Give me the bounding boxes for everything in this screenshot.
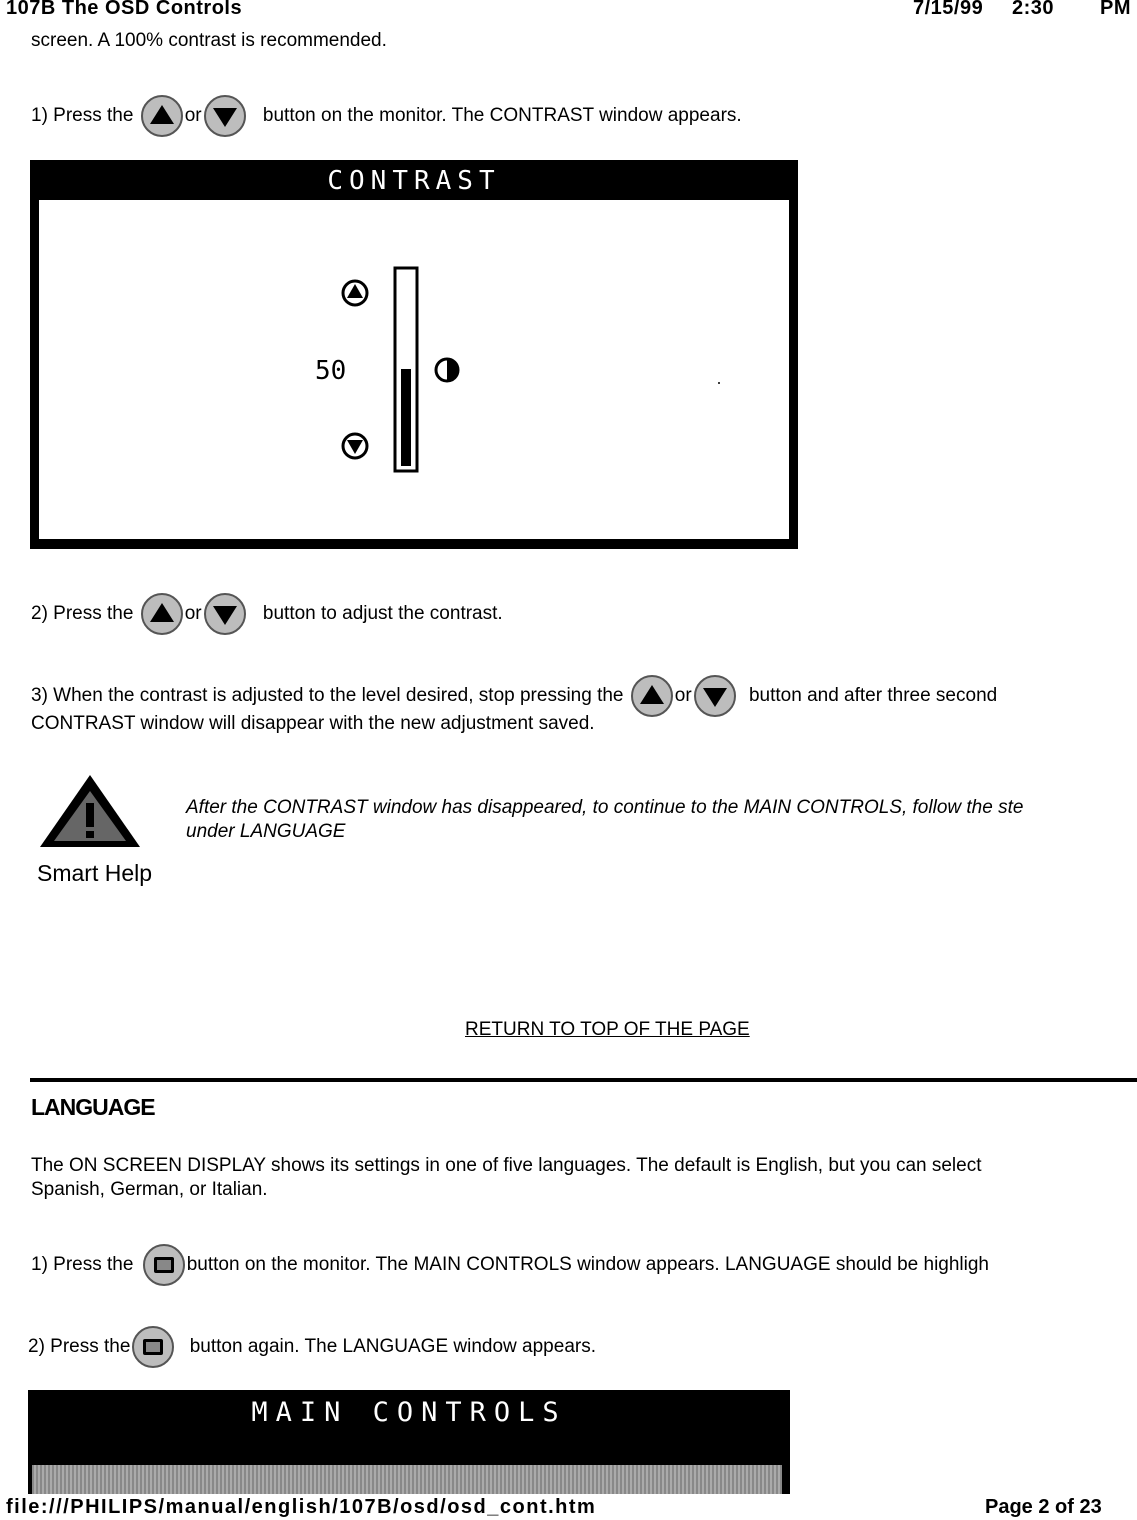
contrast-step3	[31, 675, 997, 717]
header-ampm: PM	[1100, 0, 1131, 19]
language-desc-line1: The ON SCREEN DISPLAY shows its settings in one of five languages. The default is English, but you can select	[31, 1155, 982, 1176]
ok-button-icon	[143, 1244, 185, 1286]
ok-button-icon	[132, 1326, 174, 1368]
main-controls-osd-window	[28, 1390, 790, 1494]
language-step2	[28, 1326, 596, 1368]
up-button-icon	[141, 95, 183, 137]
osd-contrast-graphic	[39, 200, 789, 539]
contrast-osd-window	[30, 160, 798, 549]
language-step1	[31, 1244, 989, 1286]
down-button-icon	[204, 593, 246, 635]
osd-down-arrow-icon	[343, 434, 367, 458]
footer-page-number: Page 2 of 23	[985, 1496, 1102, 1518]
or-text: or	[184, 603, 202, 625]
up-button-icon	[631, 675, 673, 717]
contrast-step3-line2: CONTRAST window will disappear with the new adjustment saved.	[31, 713, 595, 734]
lang-step2-suffix: button again. The LANGUAGE window appears.	[189, 1336, 596, 1358]
lang-step1-prefix: 1) Press the	[31, 1254, 134, 1276]
lang-step2-prefix: 2) Press the	[28, 1336, 131, 1358]
warning-triangle-icon	[36, 773, 144, 851]
up-button-icon	[141, 593, 183, 635]
step3-suffix: button and after three second	[748, 685, 998, 707]
return-to-top-link[interactable]: RETURN TO TOP OF THE PAGE	[465, 1019, 750, 1040]
smart-help-label: Smart Help	[37, 860, 153, 886]
osd-title: CONTRAST	[327, 166, 501, 196]
language-heading: LANGUAGE	[31, 1094, 155, 1120]
header-time: 2:30	[1012, 0, 1055, 19]
osd-value: 50	[315, 356, 347, 386]
lang-step1-suffix: button on the monitor. The MAIN CONTROLS window appears. LANGUAGE should be highligh	[186, 1254, 989, 1276]
osd-level-fill	[401, 369, 411, 466]
smart-help-note-line1: After the CONTRAST window has disappeared, to continue to the MAIN CONTROLS, follow the ste	[186, 797, 1024, 818]
smart-help-note-line2: under LANGUAGE	[186, 821, 346, 842]
or-text: or	[674, 685, 692, 707]
step1-suffix: button on the monitor. The CONTRAST window appears.	[262, 105, 742, 127]
contrast-step1	[31, 95, 742, 137]
step2-suffix: button to adjust the contrast.	[262, 603, 503, 625]
main-controls-title: MAIN CONTROLS	[251, 1397, 567, 1428]
osd-up-arrow-icon	[343, 281, 367, 305]
down-button-icon	[204, 95, 246, 137]
osd-panel	[39, 200, 789, 539]
highlighted-menu-row	[32, 1465, 782, 1494]
step3-prefix: 3) When the contrast is adjusted to the level desired, stop pressing the	[31, 685, 624, 707]
contrast-half-circle-icon	[436, 359, 458, 381]
step1-prefix: 1) Press the	[31, 105, 134, 127]
or-text: or	[184, 105, 202, 127]
section-divider	[30, 1078, 1137, 1082]
contrast-step2	[31, 593, 503, 635]
down-button-icon	[694, 675, 736, 717]
header-date: 7/15/99	[913, 0, 984, 19]
step2-prefix: 2) Press the	[31, 603, 134, 625]
footer-file-path: file:///PHILIPS/manual/english/107B/osd/osd_cont.htm	[6, 1496, 597, 1518]
language-desc-line2: Spanish, German, or Italian.	[31, 1179, 268, 1200]
doc-title: 107B The OSD Controls	[6, 0, 243, 19]
intro-text: screen. A 100% contrast is recommended.	[31, 30, 387, 51]
